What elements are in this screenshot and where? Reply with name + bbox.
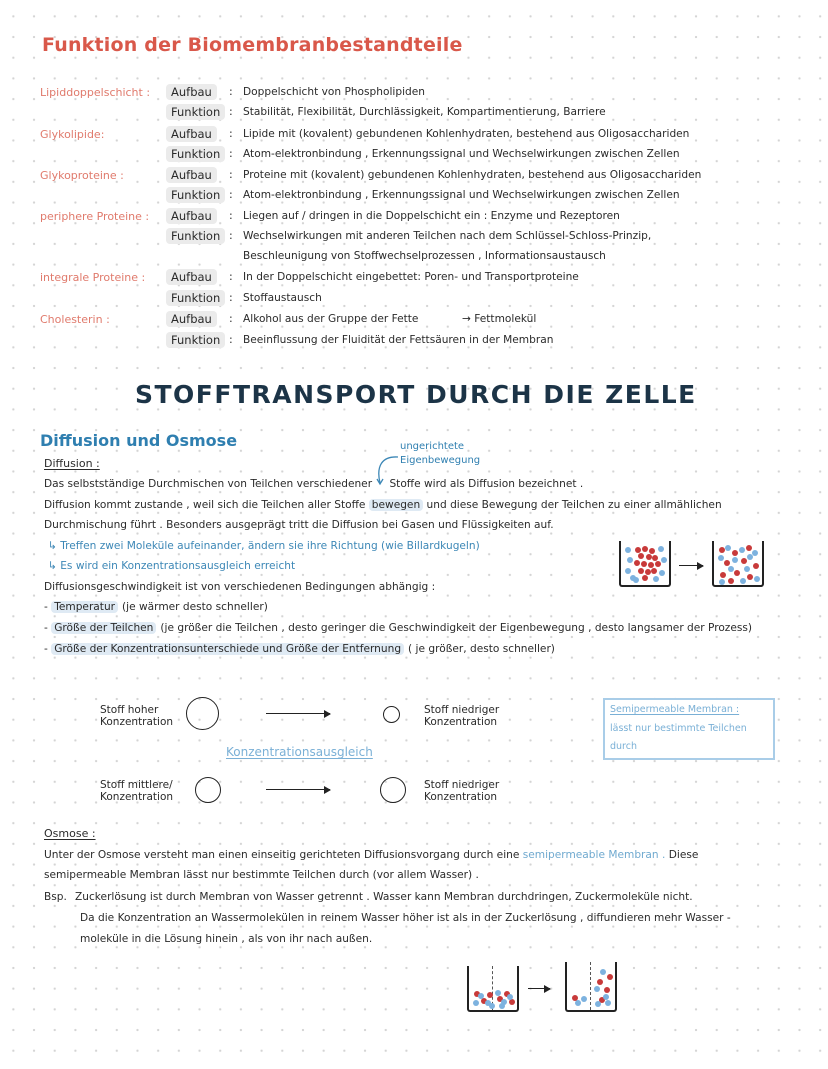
diffusion-bullet2: ↳ Es wird ein Konzentrationsausgleich erreicht bbox=[48, 560, 296, 572]
factor-highlight: Größe der Konzentrationsunterschiede und Größe der Entfernung bbox=[51, 643, 404, 655]
separator: : bbox=[229, 229, 233, 242]
osmose-line1-blue: semipermeable Membran . bbox=[522, 849, 666, 861]
particle-dot bbox=[659, 570, 665, 576]
circle-large bbox=[186, 697, 219, 730]
particle-dot bbox=[718, 555, 724, 561]
component-text: Lipide mit (kovalent) gebundenen Kohlenhydraten, bestehend aus Oligosacchariden bbox=[243, 128, 690, 140]
factor-rest: (je wärmer desto schneller) bbox=[122, 601, 268, 613]
component-text: Wechselwirkungen mit anderen Teilchen nach dem Schlüssel-Schloss-Prinzip, bbox=[243, 230, 652, 242]
particle-dot bbox=[605, 1000, 611, 1006]
section-title: STOFFTRANSPORT DURCH DIE ZELLE bbox=[135, 380, 697, 409]
component-text: Liegen auf / dringen in die Doppelschicht ein : Enzyme und Rezeptoren bbox=[243, 210, 620, 222]
semipermeable-line2: durch bbox=[610, 741, 637, 752]
diffusion-label: Diffusion : bbox=[44, 457, 100, 470]
particle-dot bbox=[594, 986, 600, 992]
factor-item bbox=[44, 622, 752, 634]
particle-dot bbox=[744, 566, 750, 572]
particle-dot bbox=[627, 557, 633, 563]
circle-medium bbox=[195, 777, 221, 803]
factor-rest: (je größer die Teilchen , desto geringer die Geschwindigkeit der Eigenbewegung , desto langsamer der Prozess) bbox=[160, 622, 753, 634]
particle-dot bbox=[597, 979, 603, 985]
component-key: Aufbau bbox=[166, 84, 217, 100]
separator: : bbox=[229, 291, 233, 304]
arrow-right-icon bbox=[679, 565, 703, 566]
diffusion-line2-b: und diese Bewegung der Teilchen zu einer allmählichen bbox=[426, 499, 722, 511]
particle-dot bbox=[752, 550, 758, 556]
particle-dot bbox=[653, 576, 659, 582]
particle-dot bbox=[473, 1000, 479, 1006]
osmose-beaker-after bbox=[565, 962, 617, 1012]
particle-dot bbox=[575, 1000, 581, 1006]
osmose-line1 bbox=[44, 849, 698, 861]
particle-dot bbox=[507, 994, 513, 1000]
label-middle-conc-2: Konzentration bbox=[100, 791, 174, 803]
particle-dot bbox=[732, 557, 738, 563]
diffusion-bullet1: ↳ Treffen zwei Moleküle aufeinander, ändern sie ihre Richtung (wie Billardkugeln) bbox=[48, 540, 480, 552]
separator: : bbox=[229, 270, 233, 283]
osmose-line2: semipermeable Membran lässt nur bestimmte Teilchen durch (vor allem Wasser) . bbox=[44, 869, 479, 881]
particle-dot bbox=[642, 546, 648, 552]
particle-dot bbox=[747, 554, 753, 560]
particle-dot bbox=[753, 563, 759, 569]
particle-dot bbox=[607, 974, 613, 980]
particle-dot bbox=[728, 578, 734, 584]
particle-dot bbox=[595, 1001, 601, 1007]
particle-dot bbox=[487, 992, 493, 998]
arrow-right-icon bbox=[266, 713, 330, 714]
note-ungerichtete: ungerichtete bbox=[400, 441, 465, 452]
particle-dot bbox=[720, 572, 726, 578]
dash: - bbox=[44, 643, 52, 655]
factor-rest: ( je größer, desto schneller) bbox=[408, 643, 555, 655]
diffusion-line2 bbox=[44, 499, 722, 511]
note-eigenbewegung: Eigenbewegung bbox=[400, 455, 481, 466]
component-key: Aufbau bbox=[166, 269, 217, 285]
component-name: Glykolipide: bbox=[40, 128, 105, 141]
particle-dot bbox=[641, 561, 647, 567]
separator: : bbox=[229, 168, 233, 181]
separator: : bbox=[229, 147, 233, 160]
separator: : bbox=[229, 312, 233, 325]
beaker-after bbox=[712, 541, 764, 587]
circle-small bbox=[383, 706, 400, 723]
component-key: Funktion bbox=[166, 104, 225, 120]
component-text: Stabilität, Flexibilität, Durchlässigkeit, Kompartimentierung, Barriere bbox=[243, 106, 606, 118]
component-text: In der Doppelschicht eingebettet: Poren- und Transportproteine bbox=[243, 271, 579, 283]
label-low-conc bbox=[424, 704, 499, 728]
separator: : bbox=[229, 188, 233, 201]
component-name: Glykoproteine : bbox=[40, 169, 124, 182]
factor-highlight: Temperatur bbox=[51, 601, 118, 613]
particle-dot bbox=[600, 969, 606, 975]
component-name: Cholesterin : bbox=[40, 313, 110, 326]
particle-dot bbox=[739, 547, 745, 553]
label-low2-conc-2: Konzentration bbox=[424, 791, 498, 803]
component-text: Proteine mit (kovalent) gebundenen Kohlenhydraten, bestehend aus Oligosacchariden bbox=[243, 169, 702, 181]
component-name: periphere Proteine : bbox=[40, 210, 150, 223]
osmose-beaker-before bbox=[467, 966, 519, 1012]
label-low-conc-2: Konzentration bbox=[424, 716, 498, 728]
component-key: Aufbau bbox=[166, 167, 217, 183]
label-middle-conc-1: Stoff mittlere/ bbox=[100, 779, 173, 791]
particle-dot bbox=[747, 574, 753, 580]
dash: - bbox=[44, 601, 52, 613]
label-low-conc-1: Stoff niedriger bbox=[424, 704, 500, 716]
particle-dot bbox=[734, 570, 740, 576]
particle-dot bbox=[661, 557, 667, 563]
speed-intro: Diffusionsgeschwindigkeit ist von verschiedenen Bedingungen abhängig : bbox=[44, 581, 436, 593]
particle-dot bbox=[740, 578, 746, 584]
particle-dot bbox=[634, 560, 640, 566]
component-key: Aufbau bbox=[166, 311, 217, 327]
component-key: Funktion bbox=[166, 332, 225, 348]
arrow-right-icon bbox=[528, 988, 550, 989]
particle-dot bbox=[724, 560, 730, 566]
semipermeable-line1: lässt nur bestimmte Teilchen bbox=[610, 723, 747, 734]
particle-dot bbox=[719, 579, 725, 585]
dash: - bbox=[44, 622, 52, 634]
component-name: Lipiddoppelschicht : bbox=[40, 86, 151, 99]
osmose-line1-b: Diese bbox=[668, 849, 699, 861]
component-key: Aufbau bbox=[166, 126, 217, 142]
component-key: Funktion bbox=[166, 187, 225, 203]
osmose-bsp: Bsp. bbox=[44, 891, 67, 903]
particle-dot bbox=[649, 548, 655, 554]
separator: : bbox=[229, 127, 233, 140]
component-name: integrale Proteine : bbox=[40, 271, 146, 284]
osmose-example2: Da die Konzentration an Wassermolekülen in reinem Wasser höher ist als in der Zuckerlösung , diffundieren mehr Wasser - bbox=[80, 912, 731, 924]
particle-dot bbox=[499, 1003, 505, 1009]
factor-item bbox=[44, 643, 555, 655]
diffusion-line3: Durchmischung führt . Besonders ausgeprägt tritt die Diffusion bei Gasen und Flüssigkeiten auf. bbox=[44, 519, 554, 531]
component-text: Atom-elektronbindung , Erkennungssignal und Wechselwirkungen zwischen Zellen bbox=[243, 189, 680, 201]
osmose-label: Osmose : bbox=[44, 827, 96, 840]
component-key: Aufbau bbox=[166, 208, 217, 224]
particle-dot bbox=[638, 568, 644, 574]
diffusion-line1-b: Stoffe wird als Diffusion bezeichnet . bbox=[389, 478, 584, 490]
particle-dot bbox=[746, 545, 752, 551]
particle-dot bbox=[651, 568, 657, 574]
factor-highlight: Größe der Teilchen bbox=[51, 622, 156, 634]
particle-dot bbox=[625, 568, 631, 574]
particle-dot bbox=[625, 547, 631, 553]
component-text: Doppelschicht von Phospholipiden bbox=[243, 86, 425, 98]
component-key: Funktion bbox=[166, 228, 225, 244]
osmose-example3: moleküle in die Lösung hinein , als von ihr nach außen. bbox=[80, 933, 373, 945]
component-text-continued: Beschleunigung von Stoffwechselprozessen , Informationsaustausch bbox=[243, 250, 606, 262]
particle-dot bbox=[732, 550, 738, 556]
particle-dot bbox=[642, 575, 648, 581]
particle-dot bbox=[478, 993, 484, 999]
osmose-line1-a: Unter der Osmose versteht man einen einseitig gerichteten Diffusionsvorgang durch eine bbox=[44, 849, 520, 861]
label-high-conc-1: Stoff hoher bbox=[100, 704, 159, 716]
circle-medium-right bbox=[380, 777, 406, 803]
particle-dot bbox=[754, 576, 760, 582]
particle-dot bbox=[638, 553, 644, 559]
arrow-right-icon bbox=[266, 789, 330, 790]
particle-dot bbox=[633, 577, 639, 583]
component-key: Funktion bbox=[166, 290, 225, 306]
diffusion-line2-a: Diffusion kommt zustande , weil sich die Teilchen aller Stoffe bbox=[44, 499, 366, 511]
particle-dot bbox=[725, 545, 731, 551]
separator: : bbox=[229, 209, 233, 222]
semipermeable-title: Semipermeable Membran : bbox=[610, 704, 740, 715]
particle-dot bbox=[741, 558, 747, 564]
label-high-conc-2: Konzentration bbox=[100, 716, 174, 728]
label-high-conc bbox=[100, 704, 173, 728]
osmose-example1: Zuckerlösung ist durch Membran von Wasser getrennt . Wasser kann Membran durchdringen, Zuckermoleküle nicht. bbox=[75, 891, 693, 903]
page-title: Funktion der Biomembranbestandteile bbox=[42, 34, 463, 56]
diffusion-line2-highlight: bewegen bbox=[369, 499, 423, 511]
particle-dot bbox=[728, 566, 734, 572]
label-low2-conc-1: Stoff niedriger bbox=[424, 779, 500, 791]
particle-dot bbox=[581, 996, 587, 1002]
label-low-conc-2 bbox=[424, 779, 499, 803]
diffusion-line1 bbox=[44, 478, 583, 490]
diffusion-line1-a: Das selbstständige Durchmischen von Teilchen verschiedener bbox=[44, 478, 373, 490]
beaker-before bbox=[619, 541, 671, 587]
label-equalize: Konzentrationsausgleich bbox=[226, 745, 373, 759]
particle-dot bbox=[604, 987, 610, 993]
factor-item bbox=[44, 601, 268, 613]
membrane-line bbox=[590, 962, 591, 1010]
component-text: Stoffaustausch bbox=[243, 292, 322, 304]
component-key: Funktion bbox=[166, 146, 225, 162]
component-extra: → Fettmolekül bbox=[462, 313, 537, 325]
diffusion-heading: Diffusion und Osmose bbox=[40, 431, 238, 450]
component-text: Atom-elektronbindung , Erkennungssignal und Wechselwirkungen zwischen Zellen bbox=[243, 148, 680, 160]
semipermeable-note-box bbox=[603, 698, 775, 760]
component-text: Beeinflussung der Fluidität der Fettsäuren in der Membran bbox=[243, 334, 554, 346]
component-text: Alkohol aus der Gruppe der Fette bbox=[243, 313, 419, 325]
particle-dot bbox=[655, 561, 661, 567]
separator: : bbox=[229, 85, 233, 98]
label-middle-conc bbox=[100, 779, 173, 803]
particle-dot bbox=[658, 546, 664, 552]
separator: : bbox=[229, 333, 233, 346]
particle-dot bbox=[489, 1003, 495, 1009]
separator: : bbox=[229, 105, 233, 118]
particle-dot bbox=[495, 990, 501, 996]
